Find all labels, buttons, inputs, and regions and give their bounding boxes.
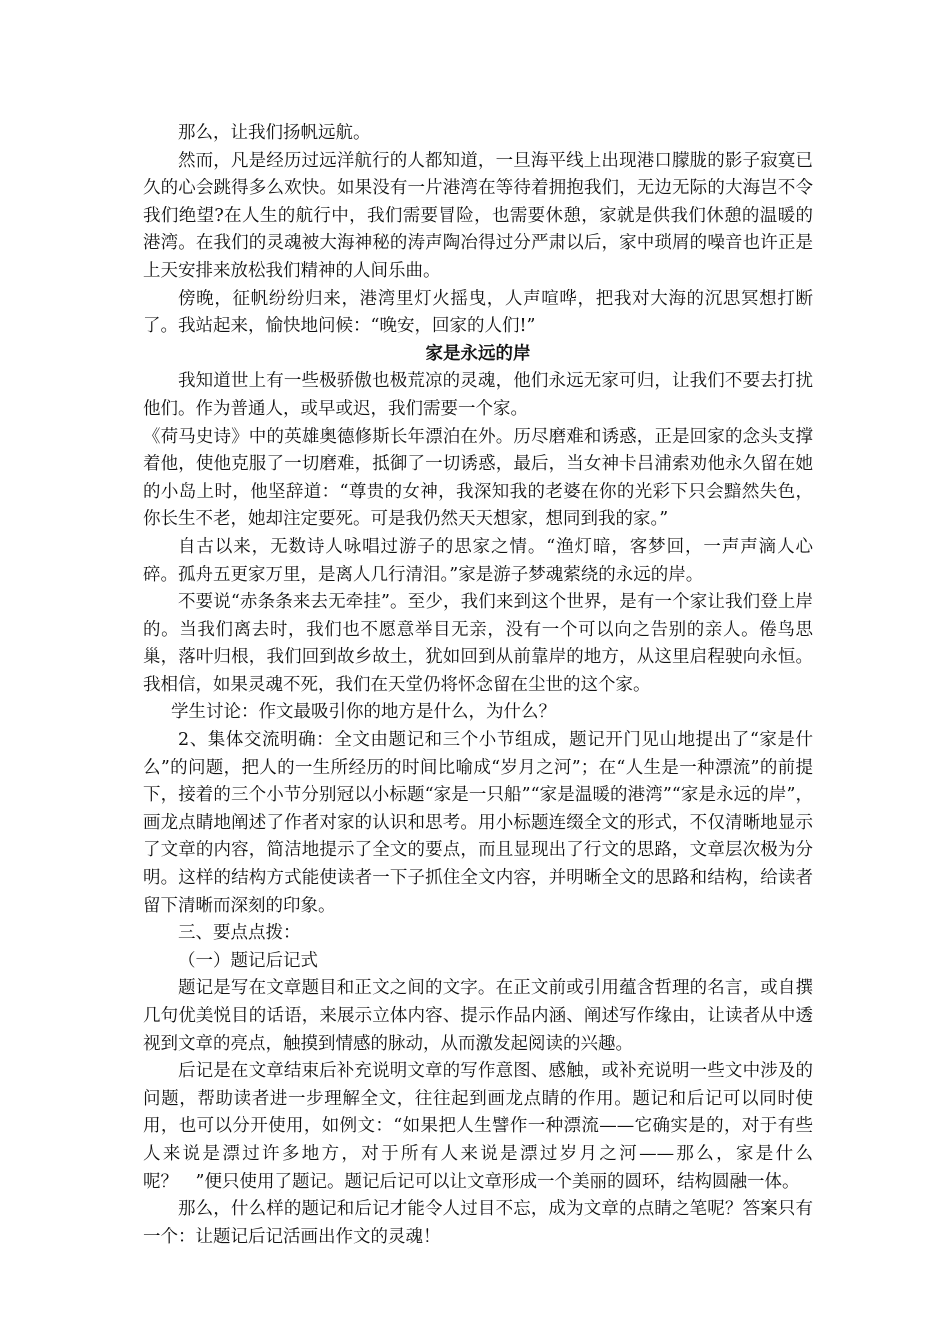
paragraph: 我知道世上有一些极骄傲也极荒凉的灵魂，他们永远无家可归，让我们不要去打扰他们。作为普通人，或早或迟，我们需要一个家。 <box>143 371 813 419</box>
section-label: 三、要点点拨： <box>178 923 301 944</box>
paragraph: 不要说“赤条条来去无牵挂”。至少，我们来到这个世界，是有一个家让我们登上岸的。当我们离去时，我们也不愿意举目无亲，没有一个可以向之告别的亲人。倦鸟思巢，落叶归根，我们回到故乡故土，犹如回到从前靠岸的地方，从这里启程驶向永恒。我相信，如果灵魂不死，我们在天堂仍将怀念留在尘世的这个家。 <box>143 592 813 695</box>
paragraph: 《荷马史诗》中的英雄奥德修斯长年漂泊在外。历尽磨难和诱惑，正是回家的念头支撑着他，使他克服了一切磨难，抵御了一切诱惑，最后，当女神卡吕浦索劝他永久留在她的小岛上时，他坚辞道：“尊贵的女神，我深知我的老婆在你的光彩下只会黯然失色，你长生不老，她却注定要死。可是我仍然天天想家，想同到我的家。” <box>143 426 813 530</box>
paragraph: 2、集体交流明确：全文由题记和三个小节组成，题记开门见山地提出了“家是什么”的问题，把人的一生所经历的时间比喻成“岁月之河”；在“人生是一种漂流”的前提下，接着的三个小节分别冠以小标题“家是一只船”“家是温暖的港湾”“家是永远的岸”，画龙点睛地阐述了作者对家的认识和思考。用小标题连缀全文的形式，不仅清晰地显示了文章的内容，简洁地提示了全文的要点，而且显现出了行文的思路，文章层次极为分明。这样的结构方式能使读者一下子抓住全文内容，并明晰全文的思路和结构，给读者留下清晰而深刻的印象。 <box>143 730 813 916</box>
paragraph: 题记是写在文章题目和正文之间的文字。在正文前或引用蕴含哲理的名言，或自撰几句优美悦目的话语，来展示立体内容、提示作品内涵、阐述写作缘由，让读者从中透视到文章的亮点，触摸到情感的脉动，从而激发起阅读的兴趣。 <box>143 978 813 1054</box>
paragraph: 后记是在文章结束后补充说明文章的写作意图、感触，或补充说明一些文中涉及的问题，帮助读者进一步理解全文，往往起到画龙点睛的作用。题记和后记可以同时使用，也可以分开使用，如例文：“如果把人生譬作一种漂流——它确实是的，对于有些人来说是漂过许多地方，对于所有人来说是漂过岁月之河——那么，家是什么呢？ ”便只使用了题记。题记后记可以让文章形成一个美丽的圆环，结构圆融一体。 <box>143 1061 813 1192</box>
paragraph: 然而，凡是经历过远洋航行的人都知道，一旦海平线上出现港口朦胧的影子寂寞已久的心会跳得多么欢快。如果没有一片港湾在等待着拥抱我们，无边无际的大海岂不令我们绝望?在人生的航行中，我们需要冒险，也需要休憩，家就是供我们休憩的温暖的港湾。在我们的灵魂被大海神秘的涛声陶冶得过分严肃以后，家中琐屑的噪音也许正是上天安排来放松我们精神的人间乐曲。 <box>143 150 813 281</box>
section-heading: 家是永远的岸 <box>425 343 531 364</box>
paragraph: 自古以来，无数诗人咏唱过游子的思家之情。“渔灯暗，客梦回，一声声滴人心碎。孤舟五更家万里，是离人几行清泪。”家是游子梦魂萦绕的永远的岸。 <box>143 536 813 585</box>
paragraph: 那么，什么样的题记和后记才能令人过目不忘，成为文章的点睛之笔呢？答案只有一个：让题记后记活画出作文的灵魂！ <box>143 1199 813 1247</box>
paragraph: 那么，让我们扬帆远航。 <box>178 123 371 143</box>
paragraph: 傍晚，征帆纷纷归来，港湾里灯火摇曳，人声喧哗，把我对大海的沉思冥想打断了。我站起来，愉快地问候：“晚安，回家的人们!” <box>143 288 813 337</box>
subsection-label: （一）题记后记式 <box>178 950 318 971</box>
discussion-prompt: 学生讨论：作文最吸引你的地方是什么，为什么？ <box>171 702 556 723</box>
document-page <box>143 120 813 1251</box>
